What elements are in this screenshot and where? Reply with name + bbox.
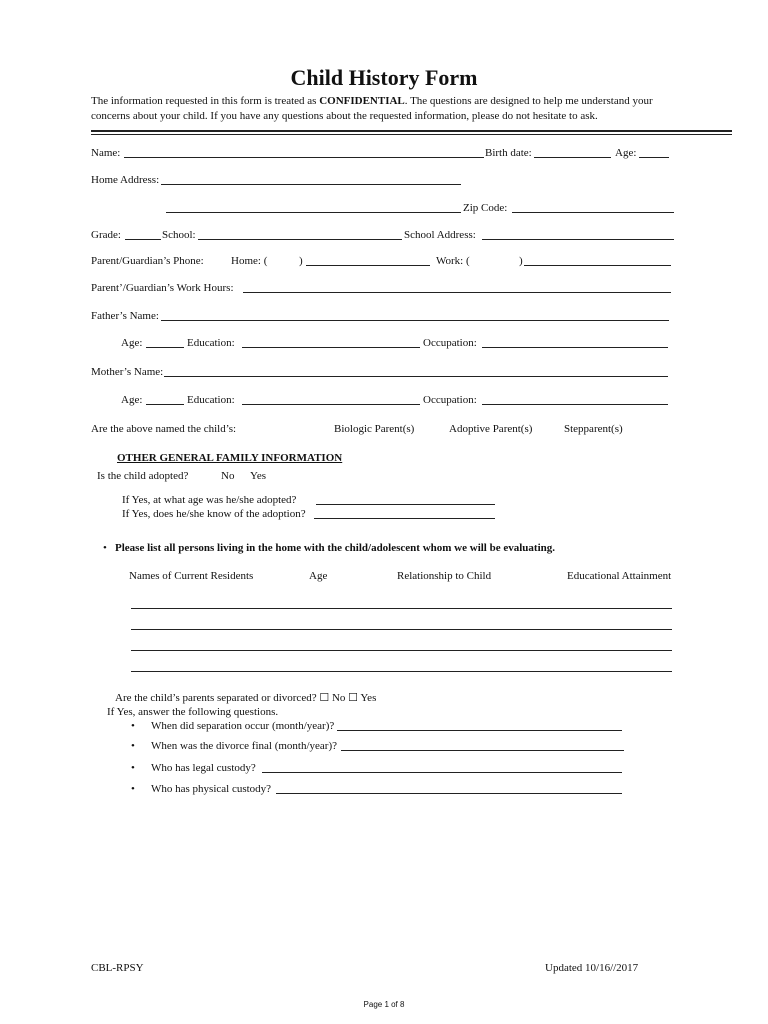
age-label: Age: xyxy=(615,147,637,159)
birth-date-label: Birth date: xyxy=(485,147,532,159)
father-occupation-label: Occupation: xyxy=(423,337,477,349)
physical-custody-field[interactable] xyxy=(276,793,622,794)
grade-label: Grade: xyxy=(91,229,121,241)
zip-code-label: Zip Code: xyxy=(463,202,508,214)
home-phone-label: Home: ( xyxy=(231,255,268,267)
resident-row-1[interactable] xyxy=(131,608,672,609)
adopted-age-question: If Yes, at what age was he/she adopted? xyxy=(122,494,297,506)
home-phone-field[interactable] xyxy=(306,265,430,266)
col-relationship-header: Relationship to Child xyxy=(397,570,492,582)
divorce-date-field[interactable] xyxy=(341,750,624,751)
family-info-heading: OTHER GENERAL FAMILY INFORMATION xyxy=(117,452,343,464)
father-name-label: Father’s Name: xyxy=(91,310,159,322)
father-age-label: Age: xyxy=(121,337,143,349)
intro-line-2: concerns about your child. If you have any questions about the requested information, please do not hesitate to ask. xyxy=(91,110,598,122)
page-number: Page 1 of 8 xyxy=(363,1000,405,1009)
separation-q2-bullet: • xyxy=(131,740,135,752)
header-rule-thick xyxy=(91,130,732,132)
home-address-field[interactable] xyxy=(161,184,461,185)
name-label: Name: xyxy=(91,147,121,159)
age-field[interactable] xyxy=(639,157,669,158)
know-adoption-field[interactable] xyxy=(314,518,495,519)
parent-phone-label: Parent/Guardian’s Phone: xyxy=(91,255,204,267)
separation-date-field[interactable] xyxy=(337,730,622,731)
mother-age-field[interactable] xyxy=(146,404,184,405)
name-field[interactable] xyxy=(124,157,484,158)
father-education-field[interactable] xyxy=(242,347,420,348)
col-age-header: Age xyxy=(309,570,328,582)
confidential-emphasis: CONFIDENTIAL xyxy=(319,95,405,107)
legal-custody-field[interactable] xyxy=(262,772,622,773)
work-phone-label: Work: ( xyxy=(436,255,470,267)
school-label: School: xyxy=(162,229,196,241)
mother-occupation-field[interactable] xyxy=(482,404,668,405)
work-hours-field[interactable] xyxy=(243,292,671,293)
separation-question: Are the child’s parents separated or divorced? ☐ No ☐ Yes xyxy=(115,692,377,704)
option-biologic-parent[interactable]: Biologic Parent(s) xyxy=(334,423,415,435)
physical-custody-question: Who has physical custody? xyxy=(151,783,272,795)
divorce-date-question: When was the divorce final (month/year)? xyxy=(151,740,338,752)
above-named-label: Are the above named the child’s: xyxy=(91,423,237,435)
adopted-option-no[interactable]: No xyxy=(221,470,235,482)
school-address-field[interactable] xyxy=(482,239,674,240)
residents-instruction: Please list all persons living in the home with the child/adolescent whom we will be evaluating. xyxy=(115,542,556,554)
legal-custody-question: Who has legal custody? xyxy=(151,762,256,774)
mother-occupation-label: Occupation: xyxy=(423,394,477,406)
zip-code-field[interactable] xyxy=(512,212,674,213)
separation-q3-bullet: • xyxy=(131,762,135,774)
col-education-header: Educational Attainment xyxy=(567,570,672,582)
father-age-field[interactable] xyxy=(146,347,184,348)
separation-q1-bullet: • xyxy=(131,720,135,732)
father-name-field[interactable] xyxy=(161,320,669,321)
adopted-option-yes[interactable]: Yes xyxy=(250,470,267,482)
father-occupation-field[interactable] xyxy=(482,347,668,348)
mother-education-label: Education: xyxy=(187,394,235,406)
residents-bullet: • xyxy=(103,542,107,554)
separation-date-question: When did separation occur (month/year)? xyxy=(151,720,335,732)
option-stepparent[interactable]: Stepparent(s) xyxy=(564,423,623,435)
resident-row-2[interactable] xyxy=(131,629,672,630)
intro-line-1: The information requested in this form is treated as CONFIDENTIAL. The questions are designed to help me understand your xyxy=(91,95,653,107)
mother-education-field[interactable] xyxy=(242,404,420,405)
home-address-label: Home Address: xyxy=(91,174,160,186)
option-adoptive-parent[interactable]: Adoptive Parent(s) xyxy=(449,423,533,435)
mother-name-field[interactable] xyxy=(164,376,668,377)
resident-row-4[interactable] xyxy=(131,671,672,672)
col-names-header: Names of Current Residents xyxy=(129,570,254,582)
work-phone-field[interactable] xyxy=(524,265,671,266)
footer-left: CBL-RPSY xyxy=(91,962,144,974)
separation-q4-bullet: • xyxy=(131,783,135,795)
work-phone-close-paren: ) xyxy=(519,255,523,267)
footer-updated-date: Updated 10/16//2017 xyxy=(545,962,639,974)
know-adoption-question: If Yes, does he/she know of the adoption? xyxy=(122,508,306,520)
birth-date-field[interactable] xyxy=(534,157,611,158)
mother-name-label: Mother’s Name: xyxy=(91,366,164,378)
father-education-label: Education: xyxy=(187,337,235,349)
school-address-label: School Address: xyxy=(404,229,476,241)
home-phone-close-paren: ) xyxy=(299,255,303,267)
grade-field[interactable] xyxy=(125,239,161,240)
adopted-question: Is the child adopted? xyxy=(97,470,189,482)
adopted-age-field[interactable] xyxy=(316,504,495,505)
resident-row-3[interactable] xyxy=(131,650,672,651)
page-title: Child History Form xyxy=(290,65,478,90)
separation-if-yes: If Yes, answer the following questions. xyxy=(107,706,279,718)
home-address-line2-field[interactable] xyxy=(166,212,461,213)
header-rule-thin xyxy=(91,134,732,135)
school-field[interactable] xyxy=(198,239,402,240)
work-hours-label: Parent’/Guardian’s Work Hours: xyxy=(91,282,234,294)
mother-age-label: Age: xyxy=(121,394,143,406)
